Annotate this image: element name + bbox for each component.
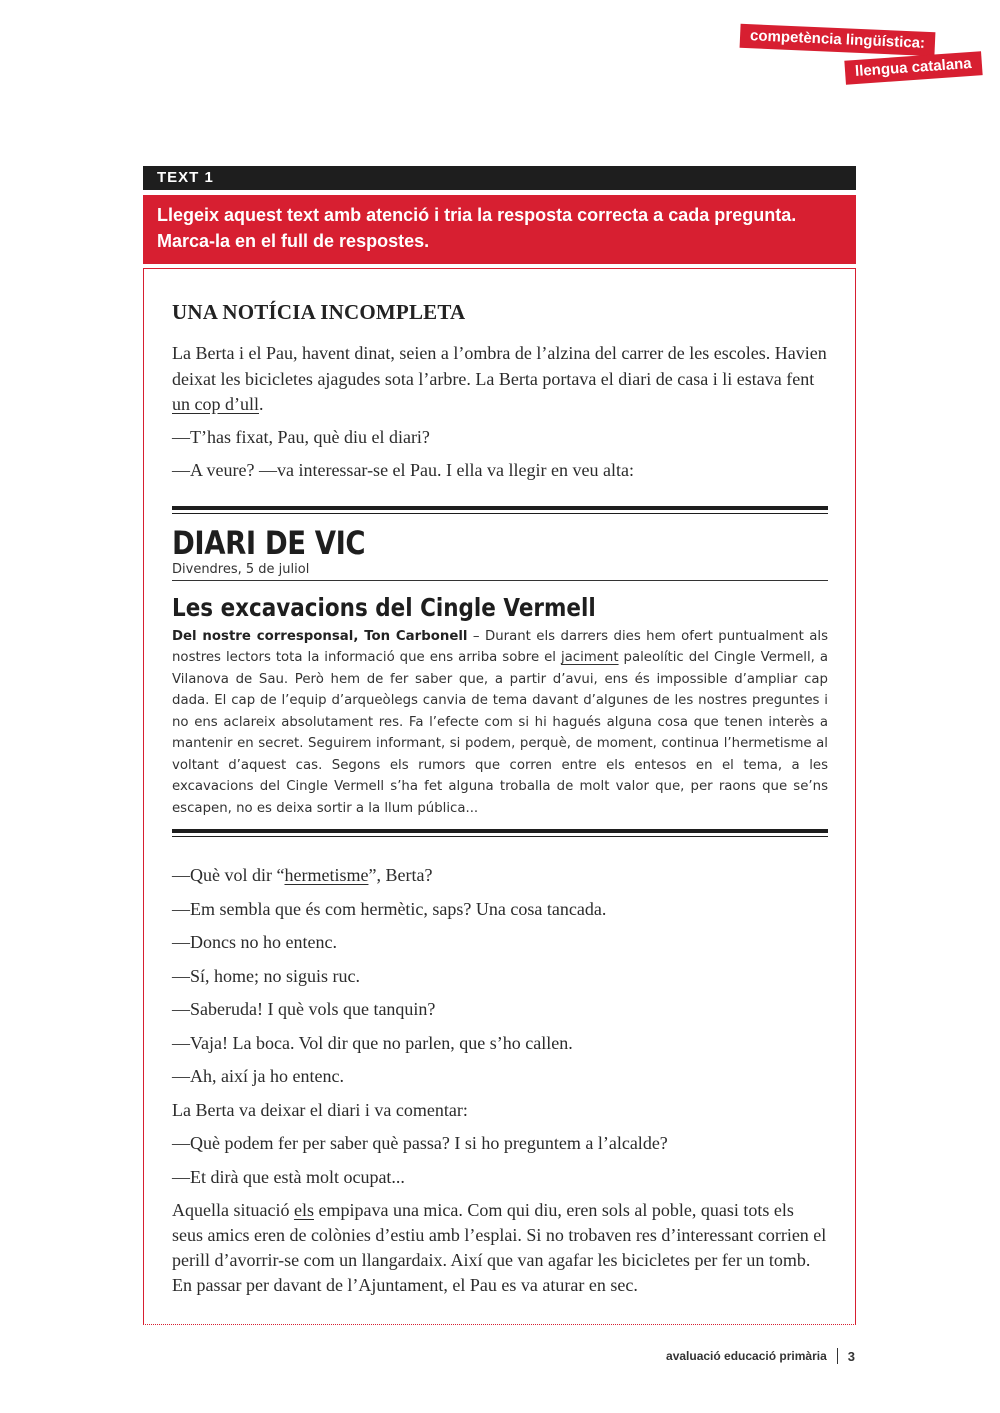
page-number: 3 bbox=[847, 1348, 855, 1364]
underlined-phrase-cop-dull: un cop d’ull bbox=[172, 394, 259, 414]
footer-text: avaluació educació primària bbox=[666, 1349, 827, 1363]
intro-text: La Berta i el Pau, havent dinat, seien a l’ombra de l’alzina del carrer de les escoles. Havien deixat les bicicletes ajagudes sota l’arbre. La Berta portava el diari de casa i li estava fent bbox=[172, 343, 827, 389]
subject-tag-line2: llengua catalana bbox=[844, 51, 982, 84]
section-label: TEXT 1 bbox=[143, 166, 856, 190]
newspaper-masthead: DIARI DE VIC bbox=[172, 523, 366, 562]
intro-end: . bbox=[259, 394, 264, 414]
closing-paragraph bbox=[172, 1198, 828, 1298]
dialogue-line bbox=[172, 863, 828, 889]
divider bbox=[172, 580, 828, 581]
story-title: UNA NOTÍCIA INCOMPLETA bbox=[172, 300, 466, 324]
section-instructions: Llegeix aquest text amb atenció i tria la resposta correcta a cada pregunta. Marca-la en el full de respostes. bbox=[143, 195, 856, 264]
dialogue-line: —Saberuda! I què vols que tanquin? bbox=[172, 999, 436, 1019]
underlined-word-els: els bbox=[293, 1200, 314, 1220]
newspaper-clipping bbox=[172, 506, 828, 838]
closing-text: Aquella situació bbox=[172, 1200, 294, 1220]
underlined-word-jaciment: jaciment bbox=[560, 650, 619, 665]
dialogue-line: —Em sembla que és com hermètic, saps? Una cosa tancada. bbox=[172, 898, 607, 919]
dialogue-line: —A veure? —va interessar-se el Pau. I ella va llegir en veu alta: bbox=[172, 460, 634, 480]
dialogue-line: —Ah, així ja ho entenc. bbox=[172, 1066, 344, 1086]
divider bbox=[172, 836, 828, 837]
footer-separator bbox=[837, 1348, 838, 1364]
divider bbox=[172, 506, 828, 510]
dialogue-line: —Doncs no ho entenc. bbox=[172, 932, 337, 952]
dialogue-line: —Què podem fer per saber què passa? I si ho preguntem a l’alcalde? bbox=[172, 1133, 668, 1153]
page-footer bbox=[666, 1348, 855, 1364]
narration-line: La Berta va deixar el diari i va comentar: bbox=[172, 1099, 468, 1120]
reading-text bbox=[172, 300, 828, 1298]
subject-tag-line1: competència lingüística: bbox=[740, 24, 936, 56]
article-body bbox=[172, 626, 828, 820]
dialogue-line: —T’has fixat, Pau, què diu el diari? bbox=[172, 426, 430, 447]
closing-text: empipava una mica. Com qui diu, eren sols al poble, quasi tots els seus amics eren de colònies d’estiu amb l’esplai. Si no trobaven res d’interessant corrien el perill d’avorrir-se com un llangardaix. Així que van agafar les bicicletes per fer un tomb. En passar per davant de l’Ajuntament, el Pau es va aturar en sec. bbox=[172, 1200, 827, 1295]
article-text: – Durant els darrers dies hem ofert puntualment als nostres lectors tota la informació que ens arriba sobre el bbox=[172, 628, 828, 665]
underlined-word-hermetisme: hermetisme bbox=[284, 865, 369, 885]
divider bbox=[172, 829, 828, 833]
story-intro bbox=[172, 341, 828, 418]
divider bbox=[172, 513, 828, 514]
dialogue-text: ”, Berta? bbox=[368, 865, 433, 885]
article-headline: Les excavacions del Cingle Vermell bbox=[172, 592, 596, 622]
dialogue-line: —Vaja! La boca. Vol dir que no parlen, que s’ho callen. bbox=[172, 1032, 573, 1053]
dialogue bbox=[172, 863, 828, 1298]
dialogue-text: —Què vol dir “ bbox=[172, 865, 285, 885]
article-byline: Del nostre corresponsal, Ton Carbonell bbox=[172, 628, 468, 644]
section-header bbox=[143, 166, 856, 264]
dialogue-line: —Et dirà que està molt ocupat... bbox=[172, 1166, 405, 1187]
article-text: paleolític del Cingle Vermell, a Vilanova de Sau. Però hem de fer saber que, a partir d’avui, ens és impossible d’ampliar cap dada. El cap de l’equip d’arqueòlegs canvia de tema davant d’algunes de les nostres preguntes i no ens aclareix absolutament res. Fa l’efecte com si hi hagués alguna cosa que tenen interès a mantenir en secret. Seguirem informant, si podem, perquè, de moment, continua l’hermetisme al voltant d’aquest cas. Segons els rumors que corren entre els entesos en el tema, a les excavacions del Cingle Vermell s’ha fet alguna troballa de molt valor que, per raons que se’ns escapen, no es deixa sortir a la llum pública... bbox=[172, 650, 828, 816]
dialogue-line: —Sí, home; no siguis ruc. bbox=[172, 965, 360, 986]
newspaper-date: Divendres, 5 de juliol bbox=[172, 561, 310, 577]
